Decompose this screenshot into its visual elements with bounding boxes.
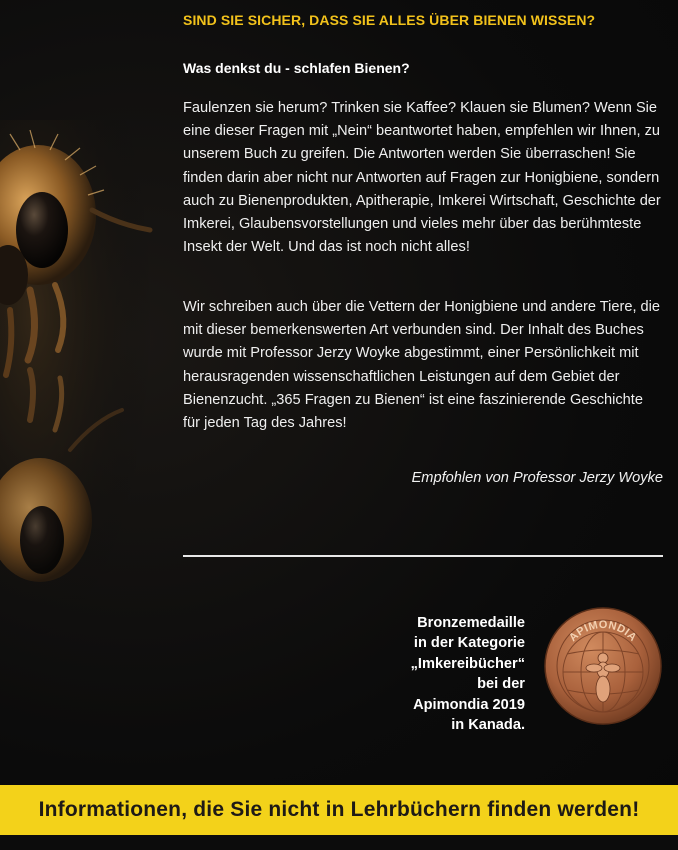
paragraph-details: Wir schreiben auch über die Vettern der Honigbiene und andere Tiere, die mit dieser bemerkenswerten Art verbunden sind. Der Inhalt des Buches wurde mit Professor Jerzy Woyke abgestimmt, einer Persönlichkeit mit herausragenden wissenschaftlichen Leistungen auf dem Gebiet der Bienenzucht. „365 Fragen zu Bienen“ ist eine faszinierende Geschichte für jeden Tag des Jahres!	[183, 299, 661, 432]
award-line: „Imkereibücher“	[410, 655, 525, 672]
footer-bottom-edge	[0, 835, 678, 850]
apimondia-medal-icon	[543, 606, 663, 726]
award-line: in Kanada.	[451, 717, 525, 734]
award-line: Bronzemedaille	[417, 615, 525, 631]
award-line: Apimondia 2019	[413, 696, 525, 713]
headline: SIND SIE SICHER, DASS SIE ALLES ÜBER BIENEN WISSEN?	[183, 12, 596, 28]
honeybee-illustration	[0, 120, 170, 600]
footer-tagline: Informationen, die Sie nicht in Lehrbüchern finden werden!	[38, 798, 640, 821]
award-line: bei der	[477, 676, 525, 693]
subheadline: Was denkst du - schlafen Bienen?	[183, 60, 410, 76]
divider	[183, 555, 663, 557]
paragraph-intro: Faulenzen sie herum? Trinken sie Kaffee? Klauen sie Blumen? Wenn Sie eine dieser Fragen mit „Nein“ beantwortet haben, empfehlen wir Ihnen, zu unserem Buch zu greifen. Die Antworten werden Sie überraschen! Sie finden darin aber nicht nur Antworten auf Fragen zur Honigbiene, sondern auch zu Bienenprodukten, Apitherapie, Imkerei Wirtschaft, Geschichte der Imkerei, Glaubensvorstellungen und vieles mehr über das berühmteste Insekt der Welt. Und das ist noch nicht alles!	[183, 100, 661, 256]
award-line: in der Kategorie	[413, 635, 525, 652]
medal-label: APIMONDIA	[566, 618, 640, 645]
award-text	[340, 613, 525, 735]
endorsement: Empfohlen von Professor Jerzy Woyke	[411, 470, 663, 486]
